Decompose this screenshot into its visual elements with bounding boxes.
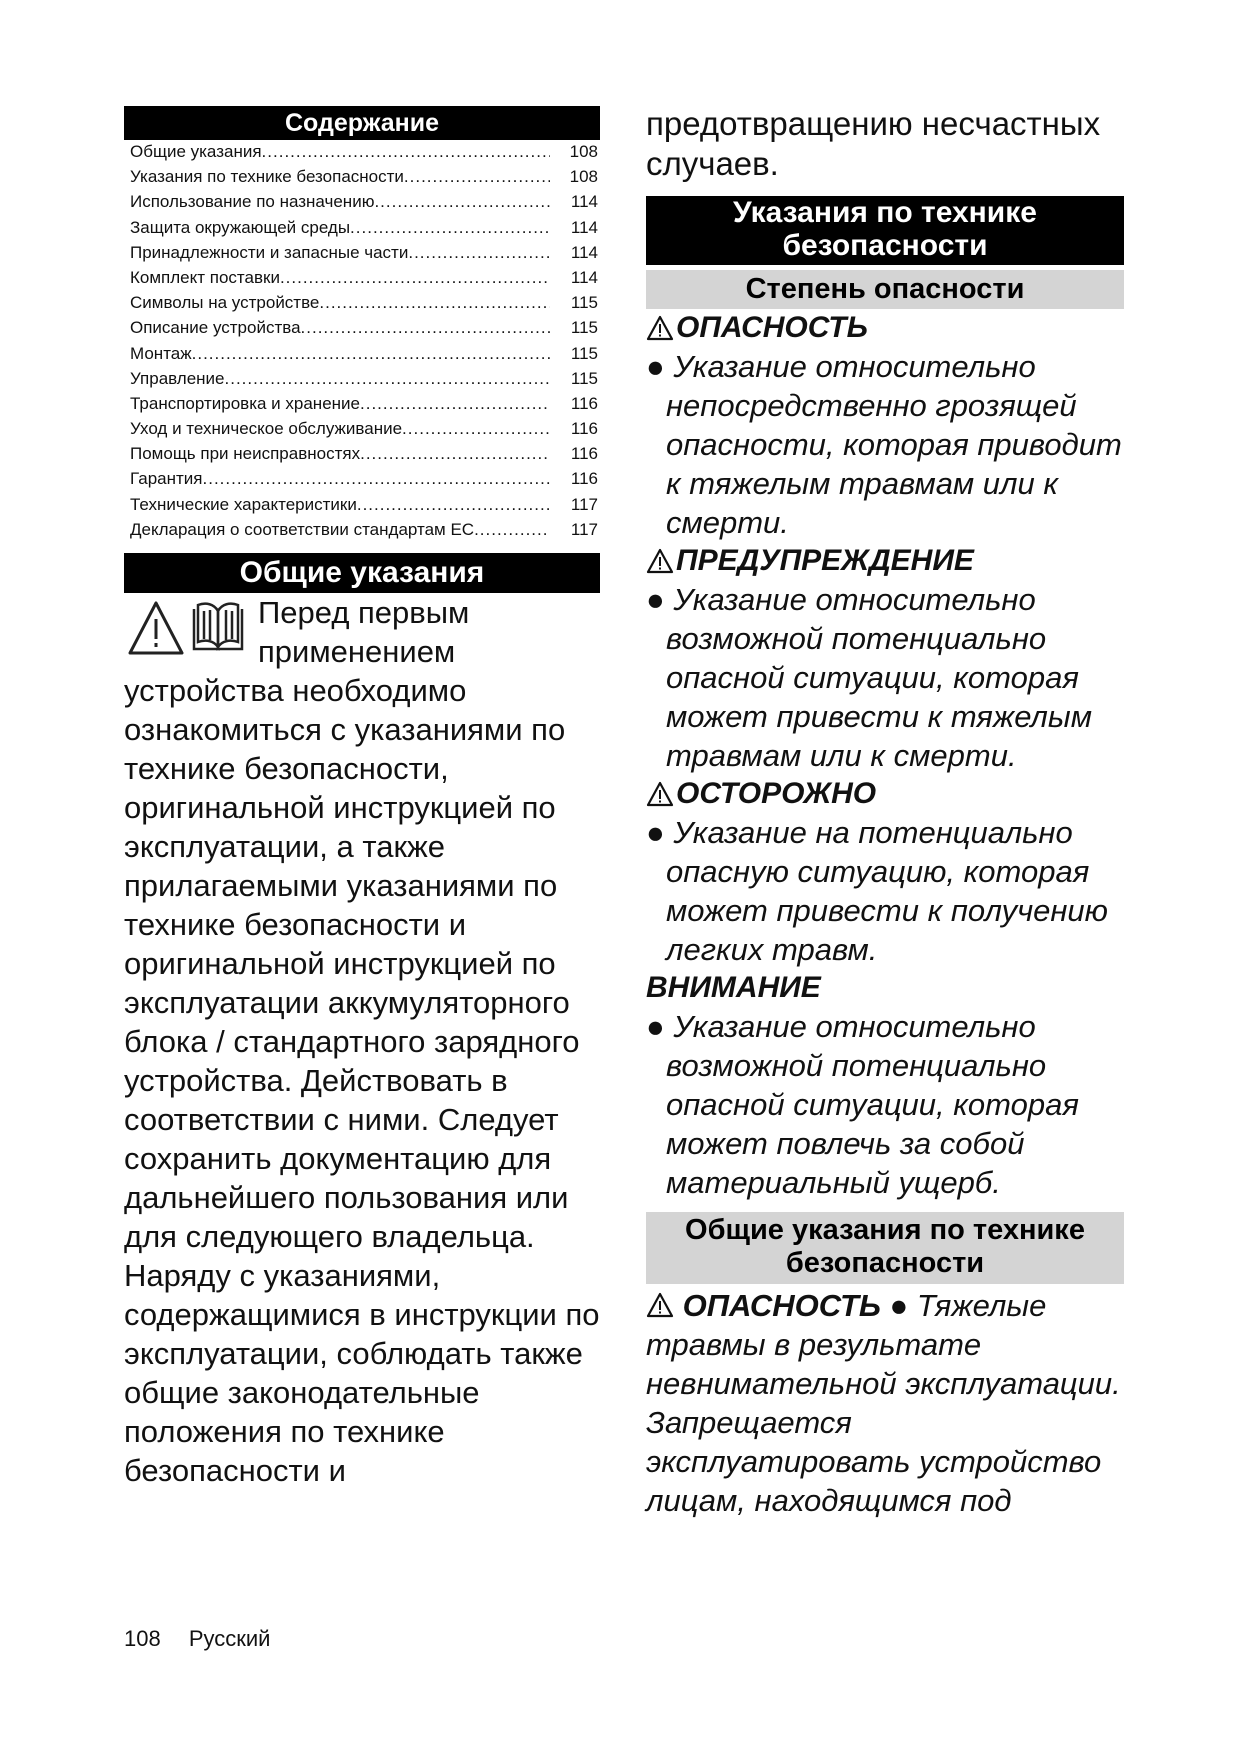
toc-title: Содержание xyxy=(124,106,600,140)
manual-book-icon xyxy=(194,604,242,649)
toc-entry-page: 116 xyxy=(570,419,598,439)
toc-entry[interactable] xyxy=(124,394,600,419)
toc-entry-label: Управление xyxy=(130,368,225,388)
hazard-level-text: ● Указание относительно возможной потенциально опасной ситуации, которая может повлечь за собой материальный ущерб. xyxy=(646,1009,1079,1200)
warning-triangle-icon xyxy=(646,315,674,341)
hazard-level-name: ПРЕДУПРЕЖДЕНИЕ xyxy=(676,544,974,577)
toc-entry-page: 114 xyxy=(570,242,598,262)
general-safety-text xyxy=(646,1286,1124,1520)
toc-entry[interactable] xyxy=(124,419,600,444)
toc-entry-label: Описание устройства xyxy=(130,318,301,338)
toc-entry-label: Принадлежности и запасные части xyxy=(130,242,409,262)
toc-entry[interactable] xyxy=(124,318,600,343)
right-column xyxy=(646,104,1124,1520)
toc-entry-page: 116 xyxy=(570,444,598,464)
toc-entry[interactable] xyxy=(124,142,600,167)
toc-leader xyxy=(280,268,550,288)
hazard-level-name: ВНИМАНИЕ xyxy=(646,971,821,1004)
toc-leader xyxy=(203,469,551,489)
toc-list xyxy=(124,142,600,545)
toc-entry[interactable] xyxy=(124,444,600,469)
general-safety-body: ● Тяжелые травмы в результате невнимательной эксплуатации. Запрещается эксплуатировать устройство лицам, находящимся под xyxy=(646,1288,1121,1518)
hazard-level-caution xyxy=(646,775,1124,969)
toc-entry-label: Указания по технике безопасности xyxy=(130,167,404,187)
warning-triangle-icon xyxy=(646,548,674,574)
hazard-level-warning xyxy=(646,542,1124,775)
footer-language: Русский xyxy=(188,1626,271,1651)
toc-entry[interactable] xyxy=(124,344,600,369)
toc-entry-label: Защита окружающей среды xyxy=(130,217,351,237)
toc-entry-label: Декларация о соответствии стандартам ЕС xyxy=(130,519,475,539)
toc-leader xyxy=(408,243,550,263)
toc-leader xyxy=(402,419,550,439)
general-section-title: Общие указания xyxy=(124,553,600,593)
toc-entry-page: 115 xyxy=(570,343,598,363)
toc-entry[interactable] xyxy=(124,268,600,293)
toc-entry-page: 114 xyxy=(570,192,598,212)
hazard-level-text: ● Указание относительно возможной потенциально опасной ситуации, которая может привести к тяжелым травмам или к смерти. xyxy=(646,582,1092,773)
toc-leader xyxy=(262,142,550,162)
toc-leader xyxy=(225,369,550,389)
toc-entry-label: Использование по назначению xyxy=(130,192,375,212)
toc-entry-label: Гарантия xyxy=(130,469,203,489)
toc-leader xyxy=(357,495,550,515)
toc-entry[interactable] xyxy=(124,293,600,318)
toc-entry[interactable] xyxy=(124,167,600,192)
toc-entry[interactable] xyxy=(124,469,600,494)
warning-triangle-icon xyxy=(646,1292,674,1318)
toc-entry-label: Комплект поставки xyxy=(130,267,280,287)
toc-entry-page: 108 xyxy=(569,142,598,161)
toc-entry-page: 117 xyxy=(570,494,598,514)
toc-entry-label: Общие указания xyxy=(130,142,262,161)
toc-leader xyxy=(350,218,550,238)
toc-entry-page: 114 xyxy=(570,267,598,287)
hazard-level-name: ОПАСНОСТЬ xyxy=(676,311,868,344)
toc-leader xyxy=(374,192,550,212)
general-paragraph-1: устройства необходимо ознакомиться с указаниями по технике безопасности, оригинальной инструкцией по эксплуатации, а также прилагаемыми указаниями по технике безопасности и оригинальной инструкцией по эксплуатации аккумуляторного блока / стандартного зарядного устройства. Действовать в соответствии с ними. Следует сохранить документацию для дальнейшего пользования или для следующего владельца. xyxy=(124,673,580,1254)
hazard-levels-title: Степень опасности xyxy=(646,270,1124,309)
general-intro xyxy=(124,593,600,1490)
intro-lead-line-1: Перед первым xyxy=(258,595,470,630)
safety-section-title: Указания по технике безопасности xyxy=(646,196,1124,265)
hazard-level-danger xyxy=(646,309,1124,542)
general-paragraph-2: Наряду с указаниями, содержащимися в инструкции по эксплуатации, соблюдать также общие законодательные положения по технике безопасности и xyxy=(124,1258,600,1488)
warning-and-manual-icon xyxy=(128,599,248,659)
toc-entry[interactable] xyxy=(124,495,600,520)
toc-leader xyxy=(360,394,550,414)
toc-entry-page: 108 xyxy=(569,167,598,187)
continuation-text: предотвращению несчастных случаев. xyxy=(646,105,1101,182)
left-column xyxy=(124,106,600,1490)
general-safety-head: ОПАСНОСТЬ xyxy=(682,1288,881,1323)
toc-entry-page: 115 xyxy=(570,368,598,388)
toc-leader xyxy=(404,167,550,187)
hazard-level-text: ● Указание на потенциально опасную ситуацию, которая может привести к получению легких травм. xyxy=(646,815,1108,967)
intro-lead-line-2: применением xyxy=(258,634,456,669)
page-footer xyxy=(124,1626,292,1652)
general-safety-title: Общие указания по технике безопасности xyxy=(646,1212,1124,1284)
hazard-level-text: ● Указание относительно непосредственно грозящей опасности, которая приводит к тяжелым травмам или к смерти. xyxy=(646,349,1122,540)
toc-entry-page: 114 xyxy=(570,217,598,237)
toc-entry-label: Уход и техническое обслуживание xyxy=(130,419,403,439)
toc-leader xyxy=(319,293,550,313)
toc-entry-label: Технические характеристики xyxy=(130,494,357,514)
toc-entry[interactable] xyxy=(124,218,600,243)
toc-entry-page: 115 xyxy=(570,293,598,313)
hazard-level-name: ОСТОРОЖНО xyxy=(676,777,877,810)
toc-entry-label: Транспортировка и хранение xyxy=(130,393,360,413)
toc-entry-page: 115 xyxy=(570,318,598,338)
toc-entry-label: Символы на устройстве xyxy=(130,293,320,313)
toc-entry[interactable] xyxy=(124,369,600,394)
toc-entry[interactable] xyxy=(124,243,600,268)
toc-entry[interactable] xyxy=(124,520,600,545)
warning-triangle-icon xyxy=(646,781,674,807)
toc-entry-page: 116 xyxy=(570,393,598,413)
toc-entry-label: Помощь при неисправностях xyxy=(130,444,361,464)
toc-leader xyxy=(192,344,550,364)
warning-triangle-icon xyxy=(130,603,182,653)
toc-leader xyxy=(360,444,550,464)
toc-entry-page: 116 xyxy=(570,469,598,489)
toc-entry-label: Монтаж xyxy=(130,343,192,363)
toc-leader xyxy=(301,318,550,338)
toc-entry-page: 117 xyxy=(570,519,598,539)
toc-entry[interactable] xyxy=(124,192,600,217)
hazard-level-notice xyxy=(646,969,1124,1202)
toc-leader xyxy=(474,520,550,540)
page-number: 108 xyxy=(124,1626,161,1651)
